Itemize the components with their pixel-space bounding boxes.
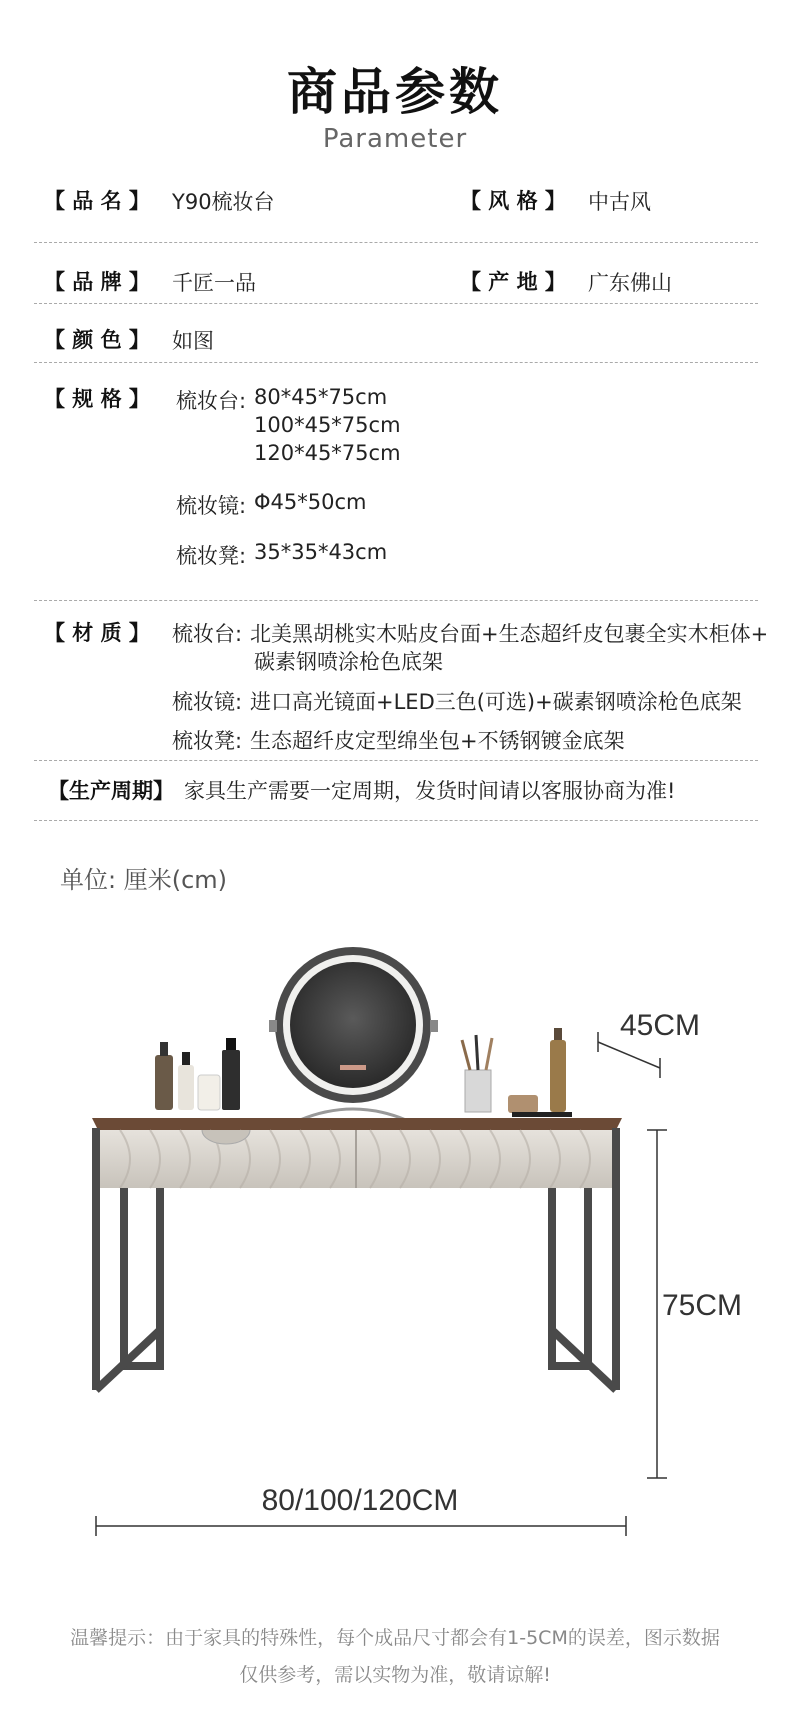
footer-note-line-2: 仅供参考，需以实物为准，敬请谅解! xyxy=(239,1664,551,1686)
divider xyxy=(34,303,758,304)
mat-stool-value: 生态超纤皮定型绵坐包+不锈钢镀金底架 xyxy=(250,729,625,753)
vanity-diagram xyxy=(0,920,790,1580)
spec-label: 【 规 格 】 xyxy=(44,387,150,411)
brand-value: 千匠一品 xyxy=(172,271,256,295)
spec-mirror-label: 梳妆镜: xyxy=(176,494,247,518)
mirror xyxy=(269,947,438,1120)
spec-table-size-3: 120*45*75cm xyxy=(254,441,401,465)
divider xyxy=(34,820,758,821)
mat-mirror-value: 进口高光镜面+LED三色(可选)+碳素钢喷涂枪色底架 xyxy=(250,690,742,714)
divider xyxy=(34,242,758,243)
divider xyxy=(34,600,758,601)
unit-label: 单位: 厘米(cm) xyxy=(60,866,228,894)
spec-table-label: 梳妆台: xyxy=(176,389,247,413)
cosmetics-right xyxy=(462,1028,572,1117)
brand-label: 【 品 牌 】 xyxy=(44,270,150,294)
spec-table-size-2: 100*45*75cm xyxy=(254,413,401,437)
mat-table-value-2: 碳素钢喷涂枪色底架 xyxy=(254,650,443,674)
mat-mirror-label: 梳妆镜: xyxy=(172,690,243,714)
cycle-label: 【生产周期】 xyxy=(48,779,174,803)
page-title: 商品参数 xyxy=(287,63,503,121)
cosmetics-left xyxy=(155,1038,240,1110)
spec-mirror-value: Φ45*50cm xyxy=(254,490,367,514)
footer-note-line-1: 温馨提示：由于家具的特殊性，每个成品尺寸都会有1-5CM的误差，图示数据 xyxy=(70,1627,720,1649)
origin-label: 【 产 地 】 xyxy=(460,270,566,294)
depth-label: 45CM xyxy=(620,1009,701,1042)
origin-value: 广东佛山 xyxy=(588,271,672,295)
name-value: Y90梳妆台 xyxy=(172,190,275,214)
mat-stool-label: 梳妆凳: xyxy=(172,729,243,753)
divider xyxy=(34,760,758,761)
color-label: 【 颜 色 】 xyxy=(44,328,150,352)
divider xyxy=(34,362,758,363)
width-label: 80/100/120CM xyxy=(261,1484,459,1517)
mat-table-label: 梳妆台: xyxy=(172,622,243,646)
style-label: 【 风 格 】 xyxy=(460,189,566,213)
table-top xyxy=(92,1118,622,1130)
spec-table-size-1: 80*45*75cm xyxy=(254,385,388,409)
material-label: 【 材 质 】 xyxy=(44,621,150,645)
spec-stool-value: 35*35*43cm xyxy=(254,540,388,564)
style-value: 中古风 xyxy=(588,190,651,214)
page-subtitle: Parameter xyxy=(322,124,468,154)
mat-table-value-1: 北美黑胡桃实木贴皮台面+生态超纤皮包裹全实木柜体+ xyxy=(250,622,769,646)
cycle-value: 家具生产需要一定周期，发货时间请以客服协商为准! xyxy=(184,779,676,803)
color-value: 如图 xyxy=(172,329,214,353)
name-label: 【 品 名 】 xyxy=(44,189,150,213)
spec-stool-label: 梳妆凳: xyxy=(176,544,247,568)
height-label: 75CM xyxy=(662,1289,743,1322)
